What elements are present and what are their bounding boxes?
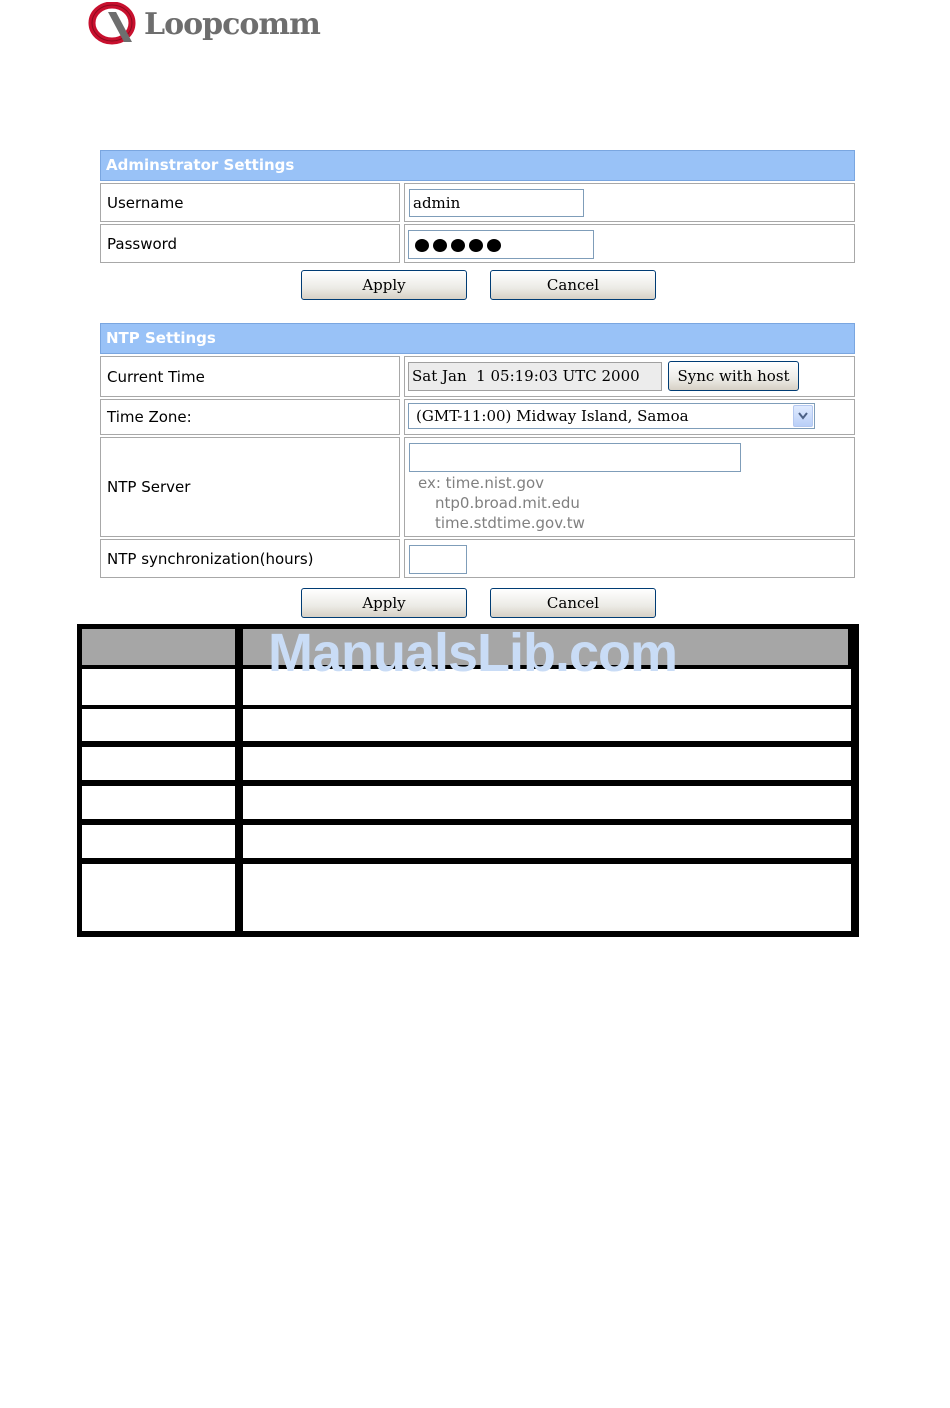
ntp-cancel-button[interactable]: Cancel bbox=[490, 588, 656, 618]
ntp-sync-hours-row bbox=[100, 539, 855, 578]
ntp-server-input[interactable] bbox=[409, 443, 741, 472]
time-zone-value-cell bbox=[404, 399, 855, 435]
admin-settings-title: Adminstrator Settings bbox=[100, 150, 855, 181]
time-zone-row bbox=[100, 399, 855, 435]
password-value-cell bbox=[404, 224, 855, 263]
table-cell bbox=[243, 825, 851, 858]
password-dot bbox=[469, 239, 483, 252]
table-cell bbox=[243, 786, 851, 819]
password-label: Password bbox=[100, 224, 400, 263]
table-cell bbox=[82, 825, 235, 858]
ntp-server-hint-2: ntp0.broad.mit.edu bbox=[435, 494, 580, 512]
ntp-sync-hours-value-cell bbox=[404, 539, 855, 578]
username-label: Username bbox=[100, 183, 400, 222]
password-row bbox=[100, 224, 855, 263]
current-time-row bbox=[100, 356, 855, 397]
time-zone-selected: (GMT-11:00) Midway Island, Samoa bbox=[416, 407, 689, 425]
password-input[interactable] bbox=[408, 230, 594, 259]
ntp-server-row bbox=[100, 437, 855, 537]
ntp-sync-hours-input[interactable] bbox=[409, 545, 467, 574]
table-header-cell bbox=[82, 629, 235, 665]
chevron-down-icon[interactable] bbox=[793, 405, 813, 427]
table-cell bbox=[82, 709, 235, 741]
password-dot bbox=[433, 239, 447, 252]
current-time-display: Sat Jan 1 05:19:03 UTC 2000 bbox=[408, 362, 662, 391]
ntp-server-hint-1: ex: time.nist.gov bbox=[418, 474, 545, 492]
username-value-cell bbox=[404, 183, 855, 222]
time-zone-select[interactable] bbox=[408, 403, 815, 429]
admin-cancel-button[interactable]: Cancel bbox=[490, 270, 656, 300]
ntp-settings-panel bbox=[100, 323, 855, 578]
table-cell bbox=[82, 747, 235, 780]
ntp-server-hint-3: time.stdtime.gov.tw bbox=[435, 514, 585, 532]
watermark: ManualsLib.com bbox=[268, 623, 678, 683]
ntp-server-label: NTP Server bbox=[100, 437, 400, 537]
time-zone-label: Time Zone: bbox=[100, 399, 400, 435]
password-mask bbox=[415, 239, 501, 252]
table-cell bbox=[243, 747, 851, 780]
admin-apply-button[interactable]: Apply bbox=[301, 270, 467, 300]
password-dot bbox=[451, 239, 465, 252]
brand-logo bbox=[88, 2, 320, 46]
brand-name: Loopcomm bbox=[144, 6, 320, 42]
ntp-settings-title: NTP Settings bbox=[100, 323, 855, 354]
current-time-label: Current Time bbox=[100, 356, 400, 397]
username-input[interactable]: admin bbox=[409, 189, 584, 217]
table-cell bbox=[243, 709, 851, 741]
ntp-apply-button[interactable]: Apply bbox=[301, 588, 467, 618]
username-row bbox=[100, 183, 855, 222]
password-dot bbox=[415, 239, 429, 252]
admin-settings-panel bbox=[100, 150, 855, 263]
sync-with-host-button[interactable]: Sync with host bbox=[668, 361, 799, 391]
table-cell bbox=[82, 786, 235, 819]
ntp-server-value-cell bbox=[404, 437, 855, 537]
current-time-value-cell bbox=[404, 356, 855, 397]
table-cell bbox=[82, 669, 235, 705]
loopcomm-logo-icon bbox=[88, 2, 142, 46]
table-cell bbox=[243, 864, 851, 931]
password-dot bbox=[487, 239, 501, 252]
table-cell bbox=[82, 864, 235, 931]
ntp-sync-hours-label: NTP synchronization(hours) bbox=[100, 539, 400, 578]
